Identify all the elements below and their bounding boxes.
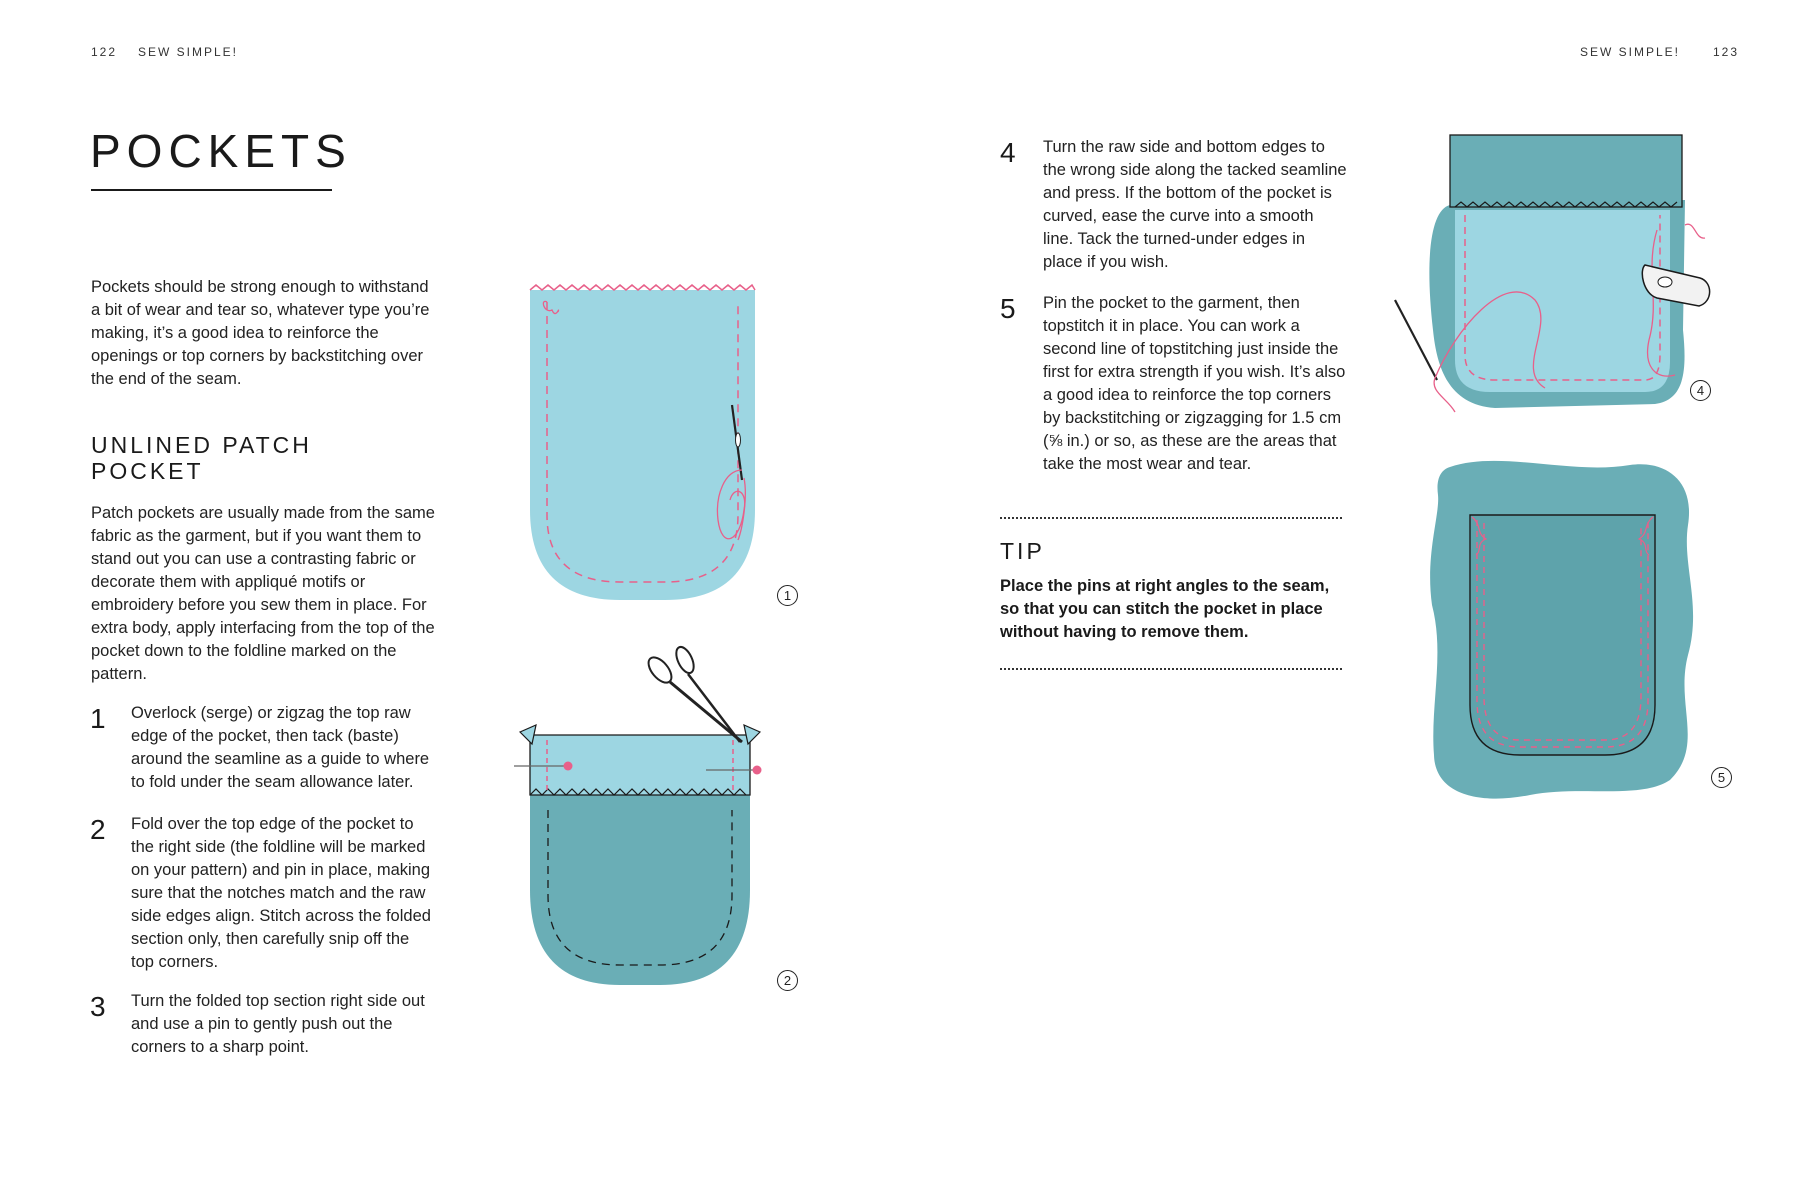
intro-paragraph: Pockets should be strong enough to withstand a bit of wear and tear so, whatever type you’re making, it’s a good idea to reinforce the openings or top corners by backstitching over the end of the seam. xyxy=(91,278,430,388)
figure-4-label: 4 xyxy=(1690,380,1711,401)
running-title-right: SEW SIMPLE! xyxy=(1580,45,1681,59)
section-intro-paragraph: Patch pockets are usually made from the same fabric as the garment, but if you want them to stand out you can use a contrasting fabric or decorate them with appliqué motifs or embroidery before you sew them in place. For extra body, apply interfacing from the top of the pocket down to the foldline marked on the pattern. xyxy=(91,504,435,683)
tip-text: Place the pins at right angles to the seam, so that you can stitch the pocket in place without having to remove them. xyxy=(1000,577,1330,641)
section-heading xyxy=(91,432,431,484)
figure-1-label: 1 xyxy=(777,585,798,606)
figure-5-label: 5 xyxy=(1711,767,1732,788)
step-3-text: Turn the folded top section right side out and use a pin to gently push out the corners to a sharp point. xyxy=(131,992,425,1056)
page-number-left: 122 xyxy=(91,45,118,59)
running-title-left: SEW SIMPLE! xyxy=(138,45,239,59)
step-4-text: Turn the raw side and bottom edges to the wrong side along the tacked seamline and press. If the bottom of the pocket is curved, ease the curve into a smooth line. Tack the turned-under edges in place if you wish. xyxy=(1043,138,1347,271)
step-1-number: 1 xyxy=(90,703,106,734)
step-1-text: Overlock (serge) or zigzag the top raw edge of the pocket, then tack (baste) around the seamline as a guide to where to fold under the seam allowance later. xyxy=(131,704,430,791)
figure-2-label: 2 xyxy=(777,970,798,991)
tip-heading: TIP xyxy=(1000,538,1045,564)
step-5-text: Pin the pocket to the garment, then topstitch it in place. You can work a second line of topstitching just inside the first for extra strength if you wish. It’s also a good idea to reinforce the top corners by backstitching or zigzagging for 1.5 cm (⅝ in.) or so, as these are the areas that take the most wear and tear. xyxy=(1043,294,1346,473)
pocket-zigzag-needle-illustration xyxy=(520,280,760,620)
pocket-fold-scissors-illustration xyxy=(510,650,770,1000)
page-title: POCKETS xyxy=(90,125,352,177)
title-underline xyxy=(91,189,332,191)
step-3-number: 3 xyxy=(90,991,106,1022)
tip-top-rule xyxy=(1000,517,1342,519)
pocket-topstitched-on-garment-illustration xyxy=(1420,455,1710,805)
section-heading-line2: POCKET xyxy=(91,458,204,484)
pocket-turned-iron-illustration xyxy=(1395,130,1715,420)
section-heading-line1: UNLINED PATCH xyxy=(91,432,312,458)
step-2-text: Fold over the top edge of the pocket to the right side (the foldline will be marked on your pattern) and pin in place, making sure that the notches match and the raw side edges align. Stitch across the folded section only, then carefully snip off the top corners. xyxy=(131,815,431,971)
step-4-number: 4 xyxy=(1000,137,1016,168)
tip-bottom-rule xyxy=(1000,668,1342,670)
step-2-number: 2 xyxy=(90,814,106,845)
step-5-number: 5 xyxy=(1000,293,1016,324)
page-number-right: 123 xyxy=(1713,45,1740,59)
